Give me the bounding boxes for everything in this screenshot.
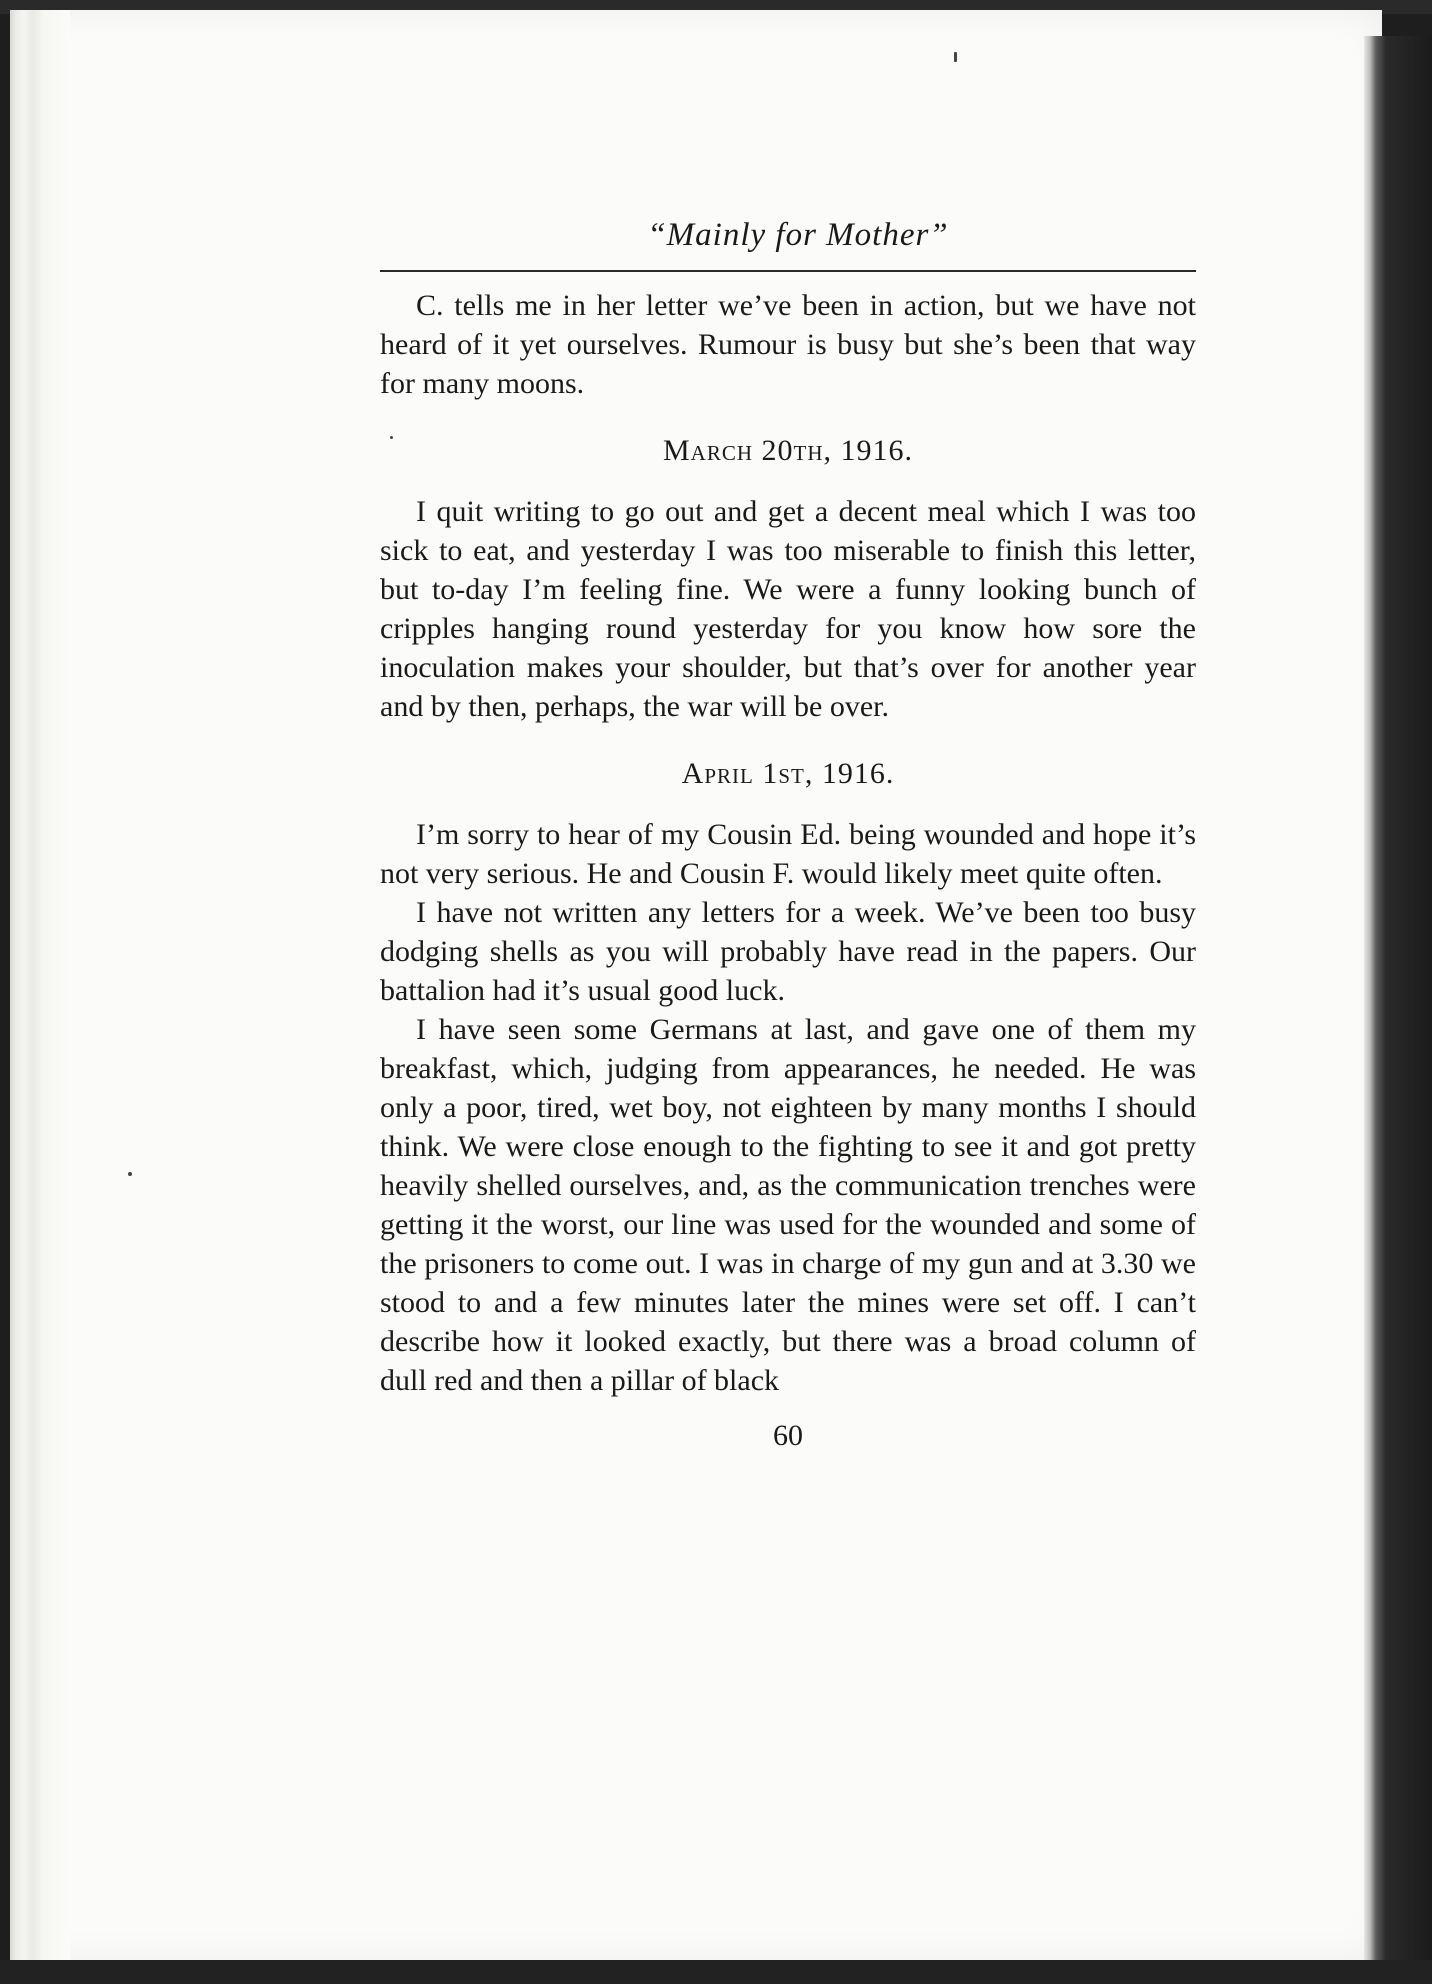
paragraph-intro: C. tells me in her letter we’ve been in action, but we have not heard of it yet ourselves. Rumour is busy but she’s been that way for many moons. bbox=[380, 289, 1196, 400]
section-date-march: March 20th, 1916. bbox=[662, 434, 913, 467]
head-rule bbox=[380, 270, 1196, 272]
paragraph-march-1: I quit writing to go out and get a decent meal which I was too sick to eat, and yesterday I was too miserable to finish this letter, but to-day I’m feeling fine. We were a funny looking bunch of cripples hanging round yesterday for you know how sore the inoculation makes your shoulder, but that’s over for another year and by then, perhaps, the war will be over. bbox=[380, 495, 1196, 723]
paragraph-april-1: I’m sorry to hear of my Cousin Ed. being wounded and hope it’s not very serious. He and Cousin F. would likely meet quite often. bbox=[380, 818, 1196, 890]
paragraph-april-3: I have seen some Germans at last, and gave one of them my breakfast, which, judging from appearances, he needed. He was only a poor, tired, wet boy, not eighteen by many months I should think. We were close enough to the fighting to see it and got pretty heavily shelled ourselves, and, as the communication trenches were getting it the worst, our line was used for the wounded and some of the prisoners to come out. I was in charge of my gun and at 3.30 we stood to and a few minutes later the mines were set off. I can’t describe how it looked exactly, but there was a broad column of dull red and then a pillar of black bbox=[380, 1013, 1196, 1397]
section-date-april: April 1st, 1916. bbox=[681, 757, 895, 790]
page-edge-right bbox=[1364, 36, 1432, 1960]
print-speck bbox=[128, 1172, 132, 1176]
page-text-block bbox=[380, 210, 1196, 1455]
scan-border-bottom bbox=[0, 1960, 1432, 1984]
page-number: 60 bbox=[773, 1419, 803, 1452]
running-head: “Mainly for Mother” bbox=[647, 217, 949, 253]
print-speck bbox=[954, 52, 957, 62]
page-edge-left bbox=[10, 10, 70, 1962]
paragraph-april-2: I have not written any letters for a week. We’ve been too busy dodging shells as you will probably have read in the papers. Our battalion had it’s usual good luck. bbox=[380, 896, 1196, 1007]
